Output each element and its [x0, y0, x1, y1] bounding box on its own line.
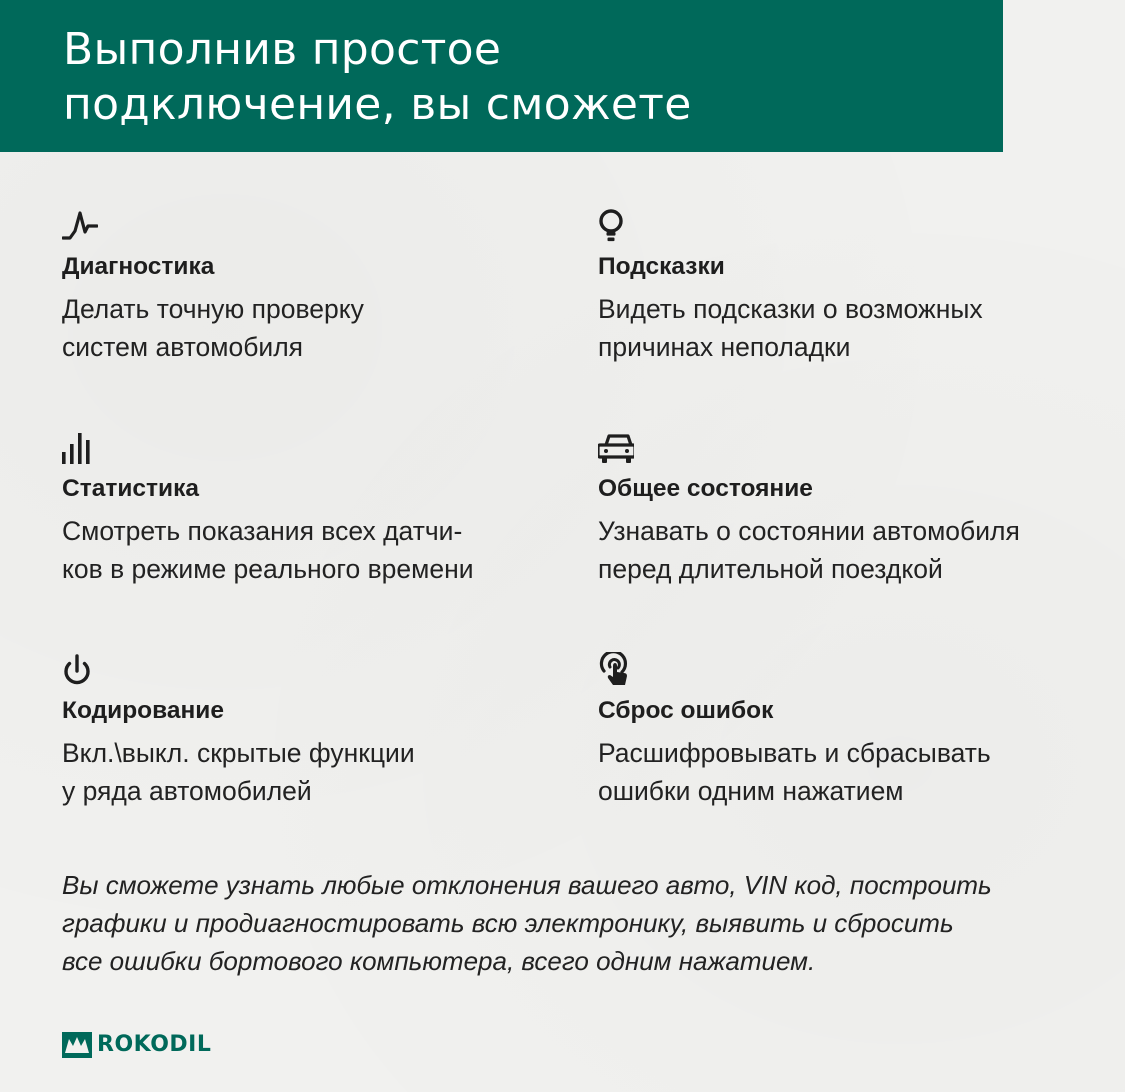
feature-description-line: Делать точную проверку: [62, 294, 364, 324]
feature-description: [598, 290, 983, 366]
feature-description-line: ошибки одним нажатием: [598, 776, 904, 806]
page-title: [63, 22, 692, 132]
feature-title: Общее состояние: [598, 475, 813, 502]
feature-description-line: Видеть подсказки о возможных: [598, 294, 983, 324]
feature-description-line: Вкл.\выкл. скрытые функции: [62, 738, 415, 768]
summary-note-line: графики и продиагностировать всю электронику, выявить и сбросить: [62, 908, 954, 938]
feature-description: [62, 512, 474, 588]
feature-description-line: Узнавать о состоянии автомобиля: [598, 516, 1020, 546]
feature-description-line: систем автомобиля: [62, 332, 304, 362]
feature-description-line: у ряда автомобилей: [62, 776, 312, 806]
lightbulb-icon: [598, 208, 634, 244]
feature-description: [598, 512, 1020, 588]
header-banner: [0, 0, 1003, 152]
feature-description-line: Расшифровывать и сбрасывать: [598, 738, 991, 768]
feature-title: Статистика: [62, 475, 199, 502]
feature-description-line: Смотреть показания всех датчи-: [62, 516, 463, 546]
feature-title: Кодирование: [62, 697, 224, 724]
summary-note: [62, 866, 992, 980]
brand-logo: [62, 1030, 211, 1060]
crocodile-logo-icon: [62, 1031, 92, 1059]
bar-chart-icon: [62, 430, 98, 466]
power-icon: [62, 652, 98, 688]
feature-description-line: перед длительной поездкой: [598, 554, 943, 584]
feature-description: [598, 734, 991, 810]
feature-title: Диагностика: [62, 253, 215, 280]
feature-description-line: ков в режиме реального времени: [62, 554, 474, 584]
feature-title: Сброс ошибок: [598, 697, 774, 724]
feature-description-line: причинах неполадки: [598, 332, 851, 362]
page-title-line-1: Выполнив простое: [63, 24, 502, 75]
brand-name: ROKODIL: [97, 1032, 212, 1057]
car-icon: [598, 430, 634, 466]
summary-note-line: Вы сможете узнать любые отклонения вашего авто, VIN код, построить: [62, 870, 992, 900]
page-title-line-2: подключение, вы сможете: [63, 79, 692, 130]
feature-description: [62, 734, 415, 810]
feature-title: Подсказки: [598, 253, 725, 280]
pulse-icon: [62, 208, 98, 244]
feature-description: [62, 290, 364, 366]
tap-reset-icon: [598, 652, 634, 688]
summary-note-line: все ошибки бортового компьютера, всего одним нажатием.: [62, 946, 816, 976]
